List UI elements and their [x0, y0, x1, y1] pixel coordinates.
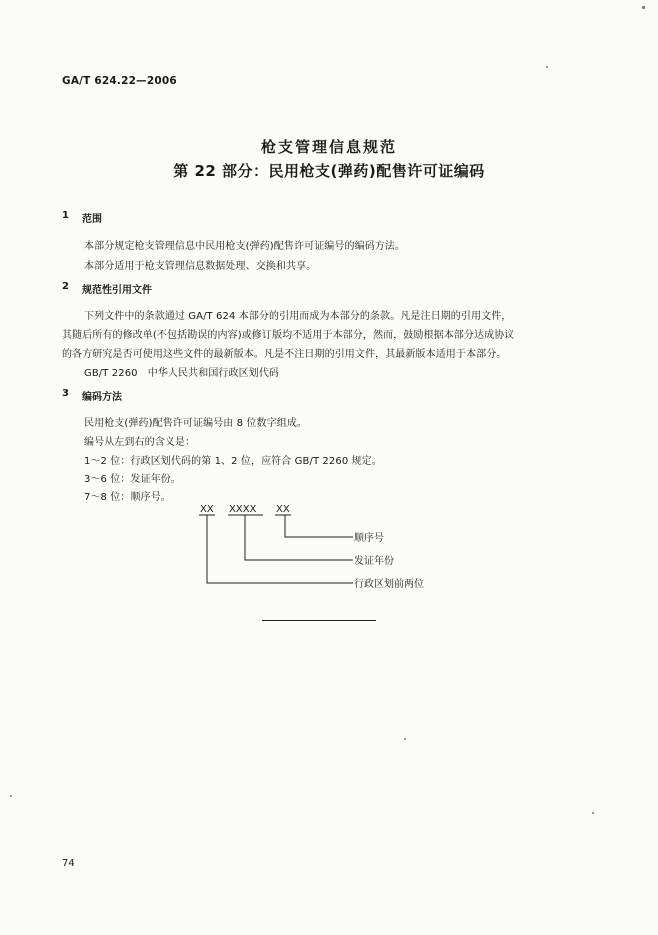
connector-area: [207, 515, 353, 583]
code-group-year: XXXX: [229, 504, 257, 515]
document-title: 枪支管理信息规范: [260, 138, 397, 156]
section-3-number: 3: [62, 388, 69, 399]
code-group-sequence: XX: [276, 504, 290, 515]
section-3-para-2: 编号从左到右的含义是：: [84, 437, 196, 448]
document-subtitle: 第 22 部分：民用枪支(弹药)配售许可证编码: [173, 162, 485, 180]
scan-speck: [404, 738, 406, 740]
connector-sequence: [285, 515, 353, 537]
page-number: 74: [62, 858, 75, 869]
scan-speck: [10, 795, 12, 797]
section-2-para-3: 的各方研究是否可使用这些文件的最新版本。凡是不注日期的引用文件，其最新版本适用于本部分。: [62, 349, 507, 360]
section-1-number: 1: [62, 210, 69, 221]
label-year: 发证年份: [354, 556, 394, 567]
code-structure-diagram: [190, 500, 450, 595]
label-area: 行政区划前两位: [354, 579, 424, 590]
section-2-number: 2: [62, 281, 69, 292]
scan-speck: [546, 66, 548, 68]
section-3-para-4: 3～6 位：发证年份。: [84, 474, 182, 485]
scan-speck: [642, 6, 645, 9]
section-1-title: 范围: [82, 214, 102, 225]
document-code: GA/T 624.22—2006: [62, 75, 177, 87]
section-1-para-1: 本部分规定枪支管理信息中民用枪支(弹药)配售许可证编号的编码方法。: [84, 241, 406, 252]
section-1-para-2: 本部分适用于枪支管理信息数据处理、交换和共享。: [84, 261, 317, 272]
section-2-para-2: 其随后所有的修改单(不包括勘误的内容)或修订版均不适用于本部分，然而，鼓励根据本部分达成协议: [62, 330, 515, 341]
section-2-title: 规范性引用文件: [82, 285, 152, 296]
section-3-para-3: 1～2 位：行政区划代码的第 1、2 位，应符合 GB/T 2260 规定。: [84, 456, 382, 467]
label-sequence: 顺序号: [354, 533, 384, 544]
section-2-reference: GB/T 2260 中华人民共和国行政区划代码: [84, 368, 280, 379]
code-group-area: XX: [200, 504, 214, 515]
scan-speck: [592, 812, 594, 814]
section-3-para-1: 民用枪支(弹药)配售许可证编号由 8 位数字组成。: [84, 418, 308, 429]
section-3-para-5: 7～8 位：顺序号。: [84, 492, 171, 503]
section-2-para-1: 下列文件中的条款通过 GA/T 624 本部分的引用而成为本部分的条款。凡是注日期的引用文件，: [84, 311, 512, 322]
section-3-title: 编码方法: [82, 392, 122, 403]
end-rule: [262, 620, 376, 621]
